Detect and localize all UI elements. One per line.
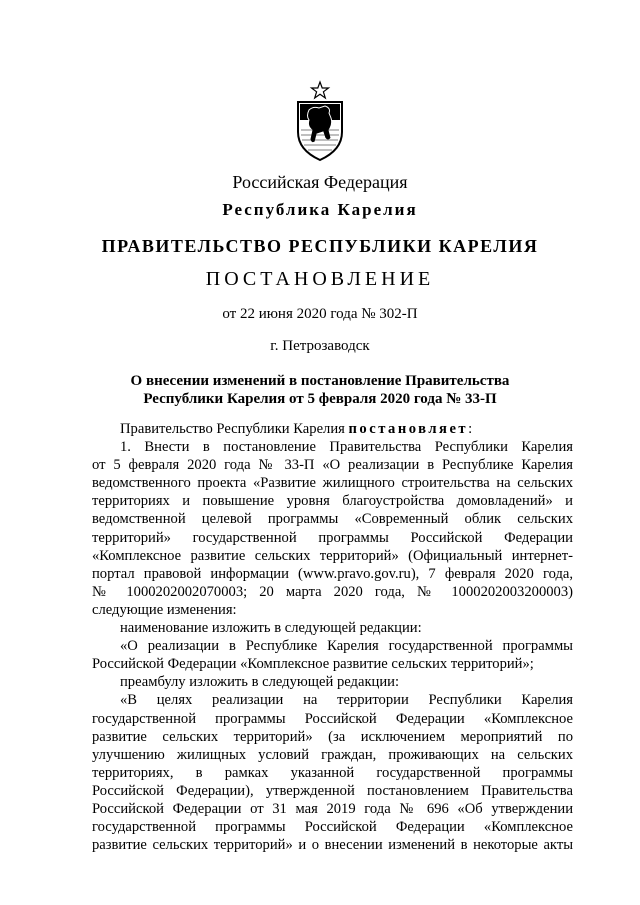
body-line: следующие изменения: — [92, 601, 237, 618]
body-line: Российской Федерации «Комплексное развитие сельских территорий»; — [92, 656, 534, 673]
body-line: Российской Федерации от 31 мая 2019 года № 696 «Об утверждении — [92, 800, 573, 817]
body-line: развитие сельских территорий» (за исключением мероприятий по — [92, 728, 573, 745]
body-line: ведомственной целевой программы «Современный облик сельских — [92, 511, 573, 528]
body-line: «Комплексное развитие сельских территорий» (Официальный интернет- — [92, 547, 573, 564]
body-line: «О реализации в Республике Карелия государственной программы — [120, 638, 573, 655]
body-line: портал правовой информации (www.pravo.gov.ru), 7 февраля 2020 года, — [92, 565, 573, 582]
body-line: развитие сельских территорий» и о внесении изменений в некоторые акты — [92, 837, 573, 854]
document-type: ПОСТАНОВЛЕНИЕ — [205, 268, 435, 290]
body-line: № 1000202002070003; 20 марта 2020 года, № 1000202003200003) — [92, 583, 573, 600]
document-title-line-1: О внесении изменений в постановление Правительства — [130, 373, 510, 389]
body-line: преамбулу изложить в следующей редакции: — [120, 674, 400, 691]
document-title-line-2: Республики Карелия от 5 февраля 2020 года № 33-П — [143, 391, 497, 407]
body-line: от 5 февраля 2020 года № 33-П «О реализации в Республике Карелия — [92, 457, 573, 474]
body-line: улучшению жилищных условий граждан, проживающих на сельских — [92, 746, 573, 763]
body-line: «В целях реализации на территории Республики Карелия — [120, 692, 573, 709]
body-line: территориях, в рамках указанной государственной программы — [92, 764, 573, 781]
body-line: 1. Внести в постановление Правительства Республики Карелия — [120, 439, 573, 456]
body-line: Российской Федерации), утвержденной постановлением Правительства — [92, 782, 573, 799]
document-city: г. Петрозаводск — [270, 338, 370, 354]
preamble-line — [92, 420, 573, 438]
preamble-text: Правительство Республики Карелия — [120, 421, 349, 437]
republic-name: Республика Карелия — [222, 200, 418, 219]
preamble-verb: постановляет — [348, 421, 469, 437]
body-line: ведомственного проекта «Развитие жилищного строительства на сельских — [92, 475, 573, 492]
body-line: государственной программы Российской Федерации «Комплексное — [92, 710, 573, 727]
body-line: территориях и повышение уровня благоустройства домовладений» и — [92, 493, 573, 510]
document-date-number: от 22 июня 2020 года № 302-П — [222, 306, 418, 322]
karelia-coat-of-arms-icon — [295, 80, 345, 162]
preamble-colon: : — [468, 421, 473, 437]
government-name: ПРАВИТЕЛЬСТВО РЕСПУБЛИКИ КАРЕЛИЯ — [101, 236, 539, 256]
document-body — [92, 420, 573, 854]
body-line: государственной программы Российской Федерации «Комплексное — [92, 819, 573, 836]
body-line: территорий» государственной программы Российской Федерации — [92, 529, 573, 546]
body-line: наименование изложить в следующей редакции: — [120, 620, 422, 637]
country-name: Российская Федерация — [232, 172, 408, 192]
